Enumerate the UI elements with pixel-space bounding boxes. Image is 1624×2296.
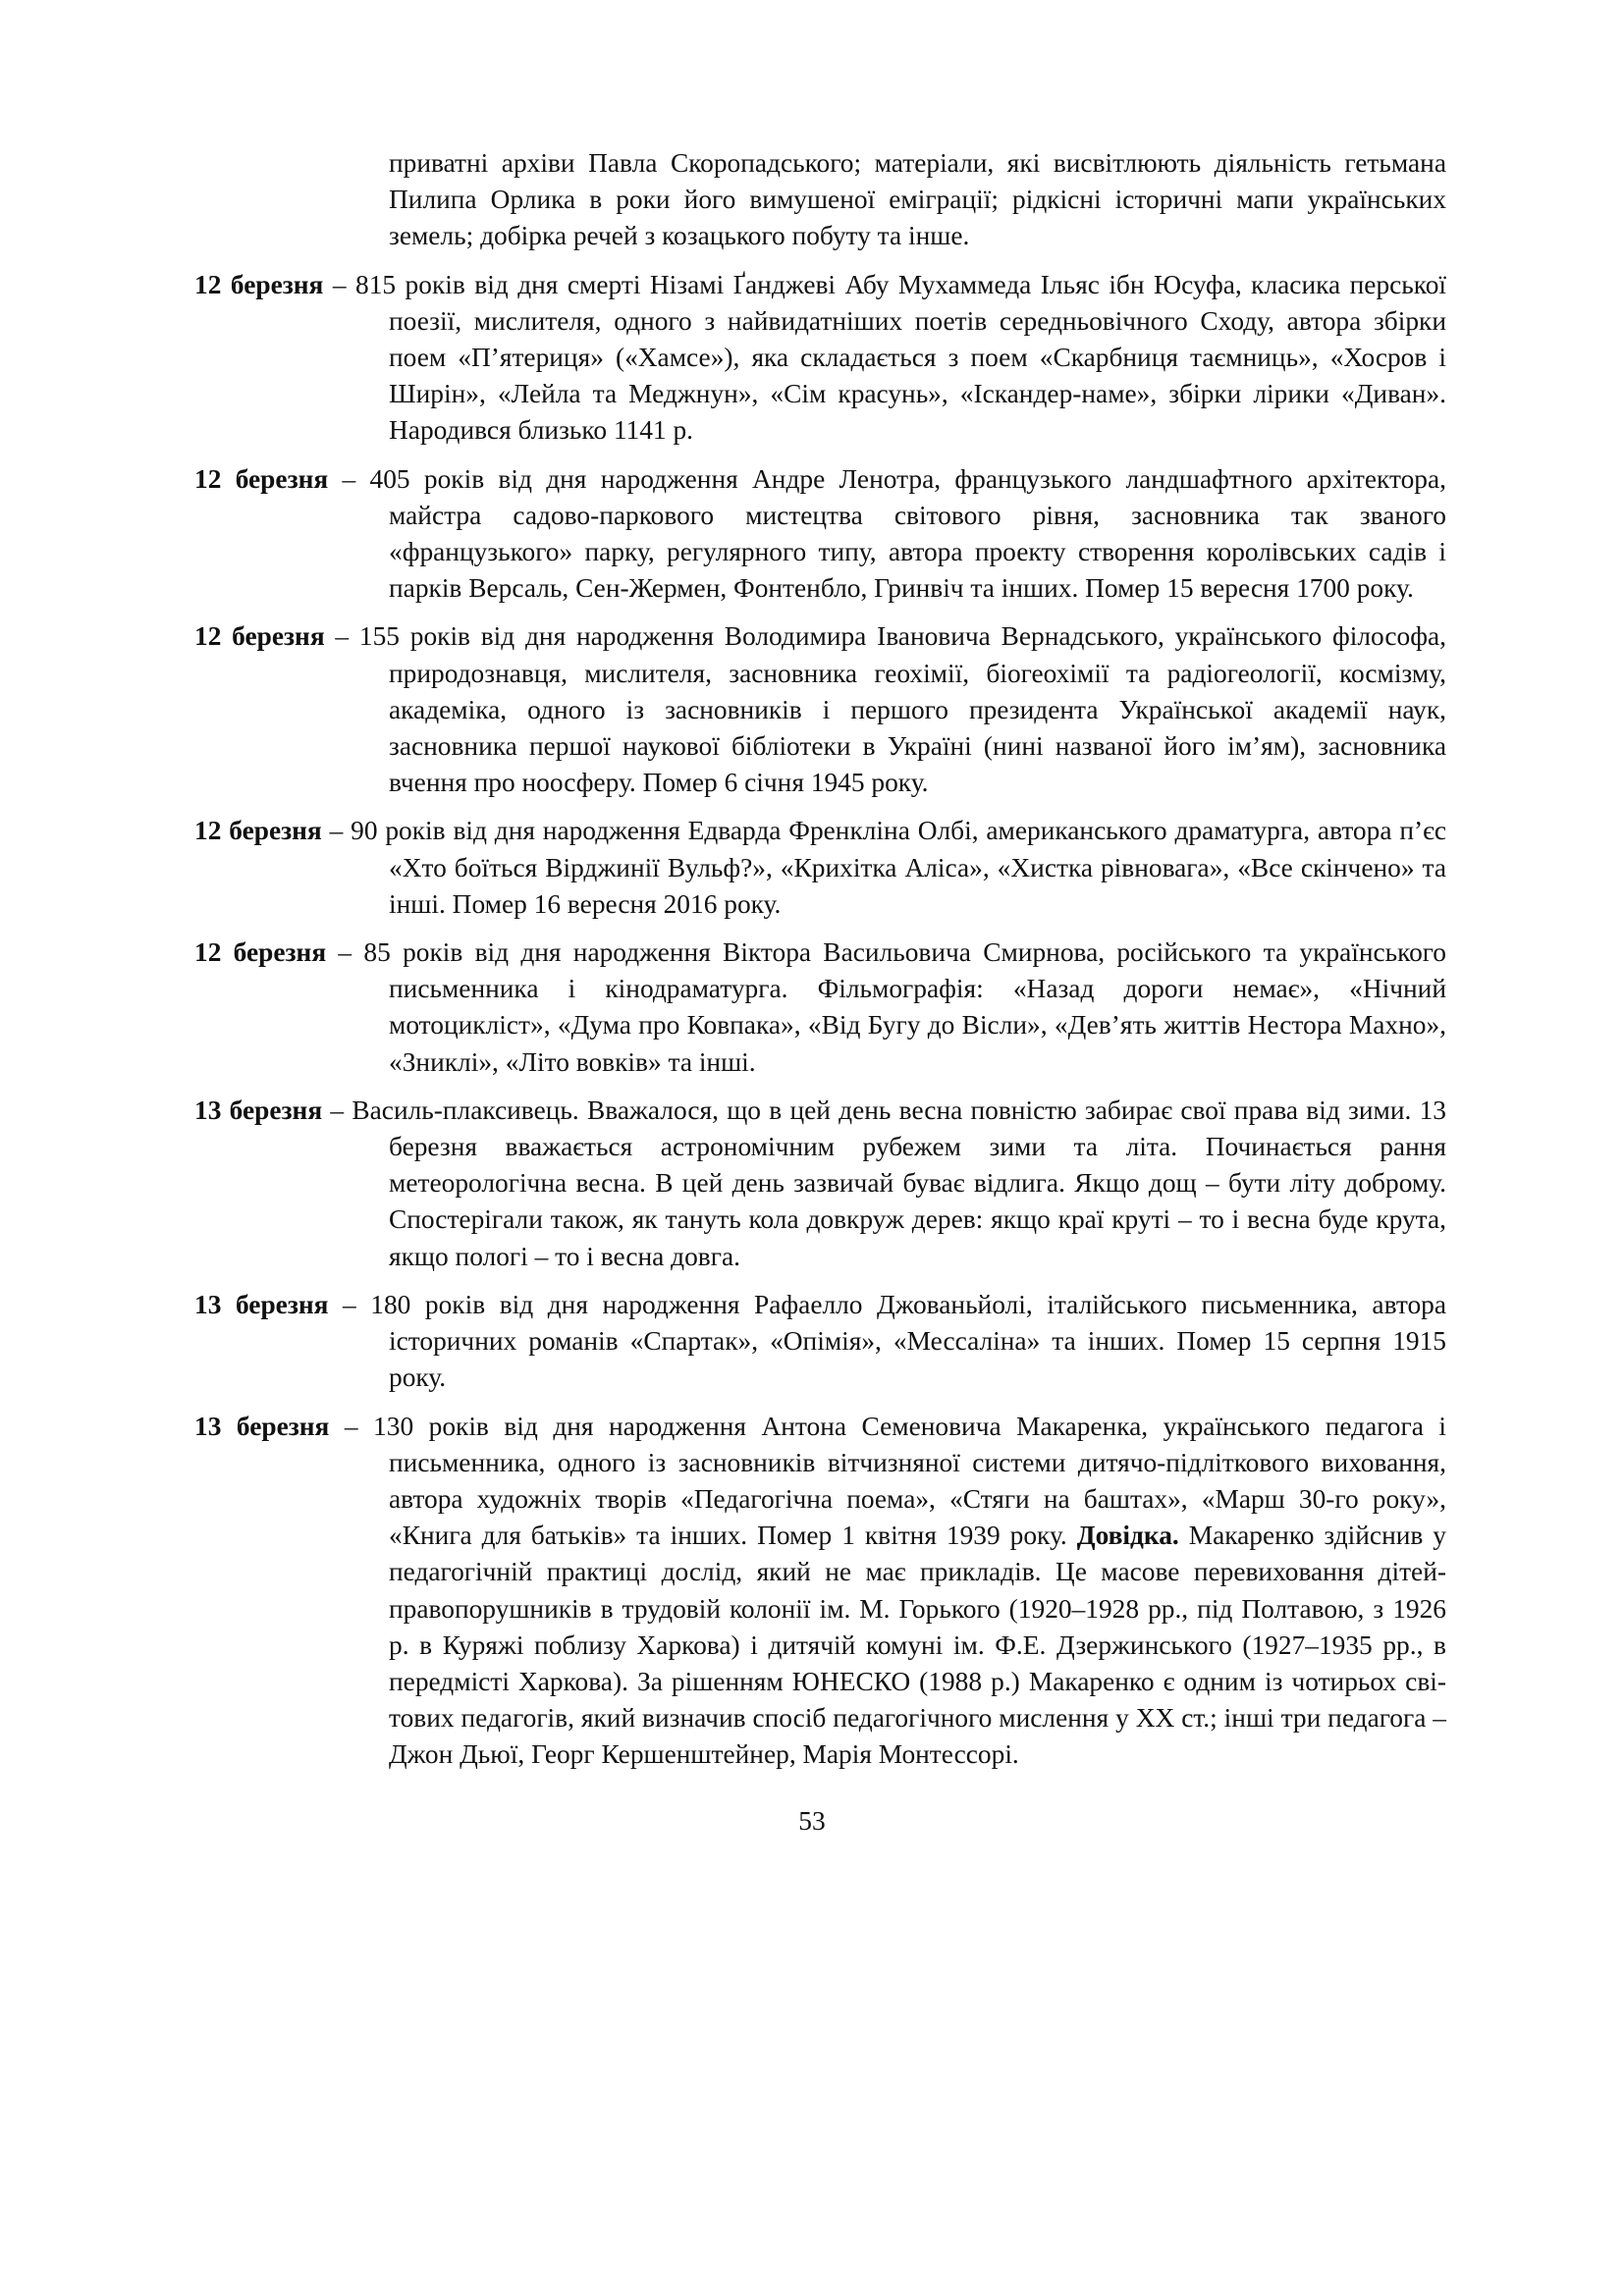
page-number: 53 bbox=[798, 1806, 826, 1836]
entry-text: Василь-плаксивець. Вважалося, що в цей день весна повністю забирає свої права від зими. 13 березня вважається астрономічним рубежем зими та літа. Починається рання метеорологічна весна. В цей день зазвичай буває відлига. Якщо дощ – бути літу доброму. Спостерігали також, як тануть кола довкруж дерев: якщо краї круті – то і весна буде крута, якщо пологі – то і весна довга. bbox=[352, 1095, 1447, 1271]
entry-separator: – bbox=[326, 937, 364, 968]
calendar-entry bbox=[194, 267, 1446, 450]
entry-text: 155 років від дня народження Володимира Івановича Вернадського, українського філософа, природознавця, мислителя, засновника геохімії, біогеохімії та радіогеології, космізму, академіка, одного із засновників і першого президента Української академії наук, засновника першої наукової бібліотеки в Україні (нині названої його ім’ям), засновника вчення про ноосферу. Помер 6 січня 1945 року. bbox=[358, 621, 1446, 798]
page-content bbox=[194, 145, 1446, 1786]
entry-text: 130 років від дня народження Антона Семеновича Макаренка, українського педагога і письменника, одного із засновників вітчизняної системи дитячо-підліткового виховання, автора художніх творів «Педагогічна поема», «Стяги на баштах», «Марш 30-го року», «Книга для батьків» та інших. Помер 1 квітня 1939 року. bbox=[373, 1411, 1446, 1551]
entry-text: 180 років від дня народження Рафаелло Джованьйолі, італійського письменника, автора історичних романів «Спартак», «Опімія», «Мессаліна» та інших. Помер 15 серпня 1915 року. bbox=[370, 1289, 1446, 1393]
entry-separator: – bbox=[328, 463, 370, 494]
continuation-paragraph: приватні архіви Павла Скоропадського; матеріали, які висвітлюють діяльність гетьмана Пилипа Орлика в роки його вимушеної еміграції; рідкісні історичні мапи українських земель; добірка речей з козацького побуту та інше. bbox=[389, 148, 1446, 251]
entry-date: 13 березня bbox=[194, 1411, 330, 1441]
entry-separator: – bbox=[323, 269, 355, 299]
entry-date: 12 березня bbox=[194, 816, 322, 846]
entry-date: 12 березня bbox=[194, 463, 329, 494]
entry-separator: – bbox=[322, 1095, 352, 1125]
entry-separator: – bbox=[329, 1411, 374, 1441]
calendar-entry bbox=[194, 461, 1446, 608]
entry-separator: – bbox=[324, 621, 359, 652]
entry-date: 12 березня bbox=[194, 937, 327, 968]
calendar-entry bbox=[194, 1287, 1446, 1397]
calendar-entry bbox=[194, 813, 1446, 923]
entry-separator: – bbox=[328, 1289, 371, 1319]
entry-date: 12 березня bbox=[194, 269, 324, 299]
entry-text: 90 років від дня народження Едварда Френкліна Олбі, американського драматурга, автора п’єс «Хто боїться Вірджинії Вульф?», «Крихітка Аліса», «Хистка рівновага», «Все скінчено» та інші. Помер 16 вересня 2016 року. bbox=[351, 816, 1447, 919]
calendar-entry bbox=[194, 1093, 1446, 1275]
entry-date: 13 березня bbox=[194, 1095, 323, 1125]
entry-text: 405 років від дня народження Андре Ленотра, французького ландшафтного архітектора, майстра садово-паркового мистецтва світового рівня, засновника так званого «французького» парку, регулярного типу, автора проекту створення королівських садів і парків Версаль, Сен-Жермен, Фонтенбло, Гринвіч та інших. Помер 15 вересня 1700 року. bbox=[369, 463, 1446, 604]
calendar-entry bbox=[194, 1409, 1446, 1774]
entry-text-continued: Макаренко здійснив у педагогічній практиці дослід, який не має прикладів. Це масове перевиховання дітей-правопорушників в трудовій колонії ім. М. Горького (1920–1928 рр., під Полтавою, з 1926 р. в Куряжі поблизу Харкова) і дитячій комуні ім. Ф.Е. Дзержинського (1927–1935 рр., в передмісті Харкова). За рішенням ЮНЕСКО (1988 р.) Макаренко є одним із чотирьох світових педагогів, який визначив спосіб педагогічного мислення у XX ст.; інші три педагога – Джон Дьюї, Георг Кершенштейнер, Марія Монтессорі. bbox=[389, 1521, 1446, 1770]
calendar-entry bbox=[194, 934, 1446, 1081]
entry-text: 85 років від дня народження Віктора Васильовича Смирнова, російського та українського письменника і кінодраматурга. Фільмографія: «Назад дороги немає», «Нічний мотоцикліст», «Дума про Ковпака», «Від Бугу до Вісли», «Дев’ять життів Нестора Махно», «Зниклі», «Літо вовків» та інші. bbox=[363, 937, 1447, 1077]
entry-separator: – bbox=[321, 816, 352, 846]
reference-label: Довідка. bbox=[1076, 1521, 1179, 1551]
entry-date: 12 березня bbox=[194, 621, 325, 652]
entry-date: 13 березня bbox=[194, 1289, 329, 1319]
calendar-entry bbox=[194, 618, 1446, 801]
entry-text: 815 років від дня смерті Нізамі Ґанджеві Абу Мухаммеда Ільяс ібн Юсуфа, класика перської поезії, мислителя, одного з найвидатніших поетів середньовічного Сходу, автора збірки поем «П’ятериця» («Хамсе»), яка складається з поем «Скарбниця таємниць», «Хосров і Ширін», «Лейла та Меджнун», «Сім красунь», «Іскандер-наме», збірки лірики «Диван». Народився близько 1141 р. bbox=[355, 269, 1447, 446]
